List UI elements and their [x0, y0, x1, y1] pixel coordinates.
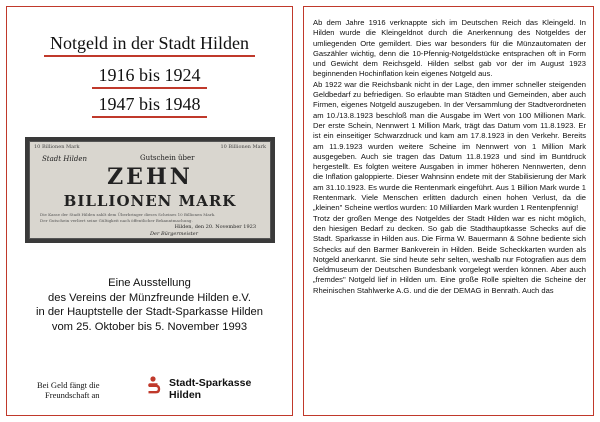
banknote-fineprint-1: Die Kasse der Stadt Hilden zahlt dem Überbringer dieses Scheines 10 Billionen Mark.	[40, 212, 216, 217]
right-page	[303, 6, 594, 416]
banknote-corner-left: 10 Billionen Mark	[34, 144, 80, 150]
paragraph-1: Ab dem Jahre 1916 verknappte sich im Deutschen Reich das Kleingeld. In Hilden wurde die Kleingeldnot durch die Anerkennung des Notgeldes der umliegenden Orte gemildert. Dies war besonders für die Münzautomaten der Gaszähler wichtig, denn die 10-Pfennig-Notgeldstücke entsprachen oft in Form und Gewicht dem Reichsgeld. Hilden selbst gab vor der im August 1923 beginnenden Hochinflation kein eigenes Notgeld aus.	[313, 18, 586, 79]
sparkasse-logo-icon	[143, 375, 163, 395]
banknote-corner-right: 10 Billionen Mark	[220, 144, 266, 150]
sparkasse-name: Stadt-Sparkasse Hilden	[169, 377, 252, 401]
banknote-city: Stadt Hilden	[42, 155, 88, 163]
exhibit-line-3: in der Hauptstelle der Stadt-Sparkasse Hilden	[36, 306, 263, 318]
exhibition-info	[7, 276, 292, 334]
banknote-currency: BILLIONEN MARK	[63, 192, 237, 210]
exhibit-line-4: vom 25. Oktober bis 5. November 1993	[51, 320, 248, 333]
title-years-second: 1947 bis 1948	[7, 94, 292, 118]
banknote-amount-word: ZEHN	[107, 164, 193, 190]
exhibit-line-2: des Vereins der Münzfreunde Hilden e.V.	[48, 291, 251, 304]
paragraph-3: Trotz der großen Menge des Notgeldes der Stadt Hilden war es nicht möglich, den hiesigen Bedarf zu decken. So gab die Stadthauptkasse Schecks auf die Stadt. Sparkasse in Hilden aus. Die Firma W. Bauermann & Söhne bediente sich Schecks auf den Barmer Bankverein in Hilden. Beide Scheckkarten wurden als Notgeld anerkannt. Sie sind heute sehr selten, weshalb nur Fotografien aus dem Geldmuseum der Deutschen Bundesbank vorgelegt werden können. Aber auch „fremdes" Notgeld lief in Hilden um. Eine große Rolle spielten die Scheine der Rheinischen Stahlwerke A.G. und die der DEMAG in Benrath. Auch das	[313, 213, 586, 295]
banknote-fineprint-2: Der Gutschein verliert seine Gültigkeit nach öffentlicher Bekanntmachung.	[40, 218, 193, 223]
page-title: Notgeld in der Stadt Hilden	[7, 33, 292, 57]
paragraph-2: Ab 1922 war die Reichsbank nicht in der Lage, den immer schneller steigenden Geldbedarf zu befriedigen. So erlaubte man Städten und Gemeinden, aber auch Firmen, eigenes Notgeld auszugeben. In der Versammlung der Stadtverordneten am 10./13.8.1923 beschloß man die Ausgabe im Wert von 100 Millionen Mark. Der erste Schein, Nennwert 1 Million Mark, trägt das Datum vom 11.8.1923. Er ist ein einseitiger Schwarzdruck und kam am 17.8.1923 in den Verkehr. Bereits am 11.9.1923 wurden weitere Scheine im Nennwert von 1 Million Mark ausgegeben. Auch sie tragen das Datum 11.8.1923 und sind im Buntdruck hergestellt. Es folgten weitere Ausgaben in immer höheren Nennwerten, denn die Inflation galoppierte. Dieser Wahnsinn endete mit der Stabilisierung der Mark am 31.10.1923. Es wurde die Rentenmark eingeführt. Aus 1 Billion Mark wurde 1 Rentenmark. Viele Menschen erlitten dadurch einen hohen Verlust, da die „kleinen" Scheine wertlos wurden: 10 Milliarden Mark wurden 1 Rentenpfennig!	[313, 79, 586, 213]
banknote-voucher: Gutschein über	[140, 154, 195, 162]
banknote-date: Hilden, den 20. November 1923	[174, 224, 256, 230]
slogan: Bei Geld fängt die Freundschaft an	[37, 380, 100, 400]
banknote-paper	[29, 141, 271, 239]
banknote-image	[25, 137, 275, 243]
history-text	[313, 18, 586, 296]
banknote-signature: Der Bürgermeister	[150, 231, 199, 237]
exhibit-line-1: Eine Ausstellung	[108, 277, 191, 289]
title-years-first: 1916 bis 1924	[7, 65, 292, 89]
left-page	[6, 6, 293, 416]
